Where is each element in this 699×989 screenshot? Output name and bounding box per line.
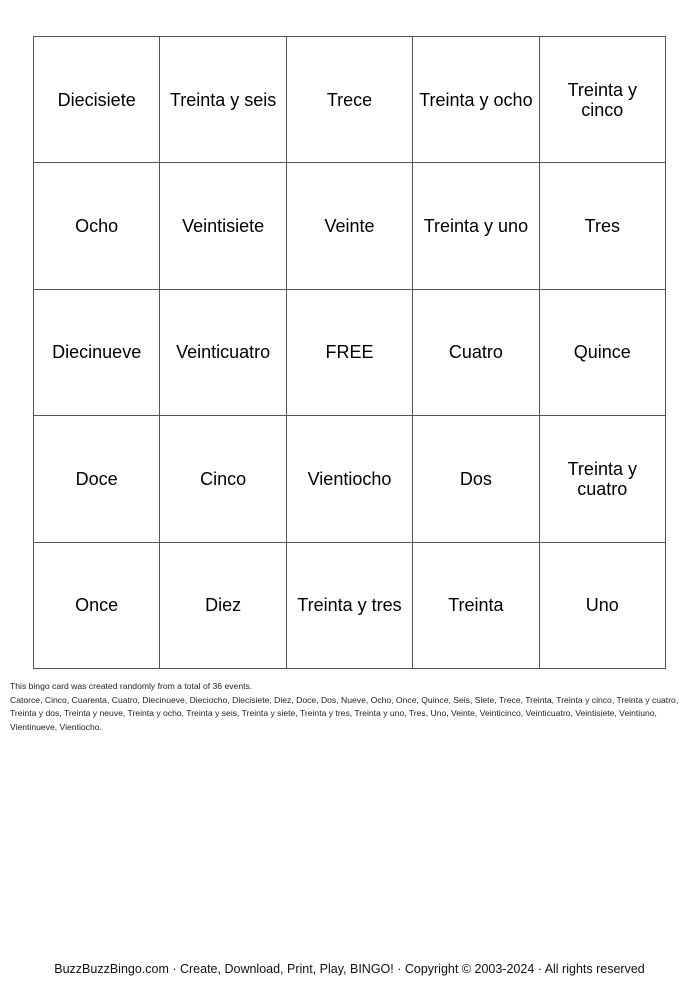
- bingo-cell: Cinco: [160, 416, 286, 542]
- bingo-cell: Doce: [34, 416, 160, 542]
- bingo-cell: Veinticuatro: [160, 290, 286, 416]
- card-events-list: Catorce, Cinco, Cuarenta, Cuatro, Diecinueve, Dieciocho, Diecisiete, Diez, Doce, Dos, Nueve, Ocho, Once, Quince, Seis, Siete, Trece, Treinta, Treinta y cinco, Treinta y cuatro, Treinta y dos, Treinta y neuve, Treinta y ocho, Treinta y seis, Treinta y siete, Treinta y tres, Treinta y uno, Tres, Uno, Veinte, Veinticinco, Veinticuatro, Veintisiete, Veintiuno, Vientinueve, Vientiocho.: [10, 694, 679, 732]
- bingo-cell: Diecisiete: [34, 37, 160, 163]
- bingo-cell: Diecinueve: [34, 290, 160, 416]
- bingo-cell: Treinta y cinco: [540, 37, 666, 163]
- bingo-cell: Treinta y seis: [160, 37, 286, 163]
- bingo-card-grid: [33, 36, 666, 669]
- bingo-cell: Treinta y tres: [287, 543, 413, 669]
- bingo-cell: Ocho: [34, 163, 160, 289]
- card-info-note: [10, 680, 690, 734]
- card-info-intro: This bingo card was created randomly from a total of 36 events.: [10, 681, 253, 691]
- bingo-cell: Dos: [413, 416, 539, 542]
- bingo-free-cell: FREE: [287, 290, 413, 416]
- bingo-cell: Quince: [540, 290, 666, 416]
- bingo-cell: Uno: [540, 543, 666, 669]
- bingo-cell: Diez: [160, 543, 286, 669]
- bingo-cell: Vientiocho: [287, 416, 413, 542]
- bingo-cell: Treinta: [413, 543, 539, 669]
- bingo-cell: Treinta y uno: [413, 163, 539, 289]
- page-footer: BuzzBuzzBingo.com · Create, Download, Print, Play, BINGO! · Copyright © 2003-2024 · All rights reserved: [54, 962, 645, 976]
- bingo-cell: Trece: [287, 37, 413, 163]
- bingo-cell: Cuatro: [413, 290, 539, 416]
- bingo-cell: Treinta y cuatro: [540, 416, 666, 542]
- bingo-cell: Treinta y ocho: [413, 37, 539, 163]
- bingo-cell: Veintisiete: [160, 163, 286, 289]
- bingo-cell: Once: [34, 543, 160, 669]
- bingo-cell: Veinte: [287, 163, 413, 289]
- bingo-cell: Tres: [540, 163, 666, 289]
